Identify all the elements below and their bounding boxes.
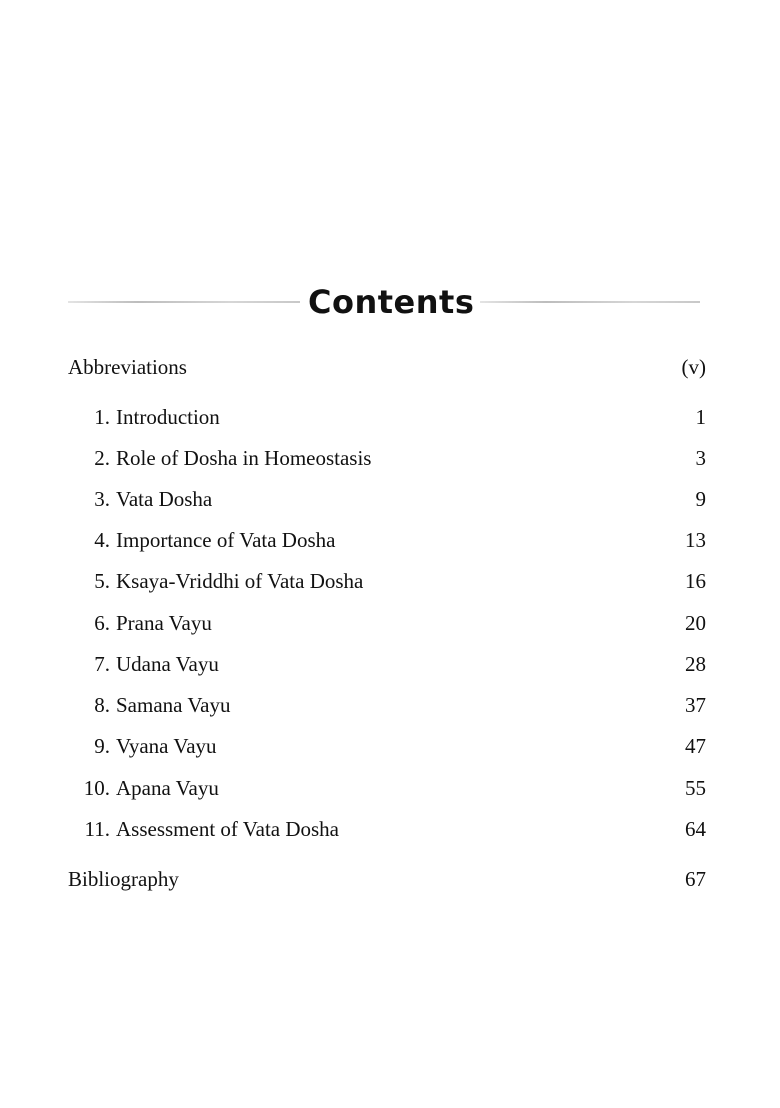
toc-entry-chapter-7[interactable]	[66, 648, 706, 680]
chapter-number: 8.	[94, 693, 110, 717]
toc-entry-label: Bibliography	[68, 867, 179, 891]
chapter-page: 37	[685, 693, 706, 717]
toc-entry-chapter-1[interactable]	[66, 401, 706, 433]
chapter-title: Ksaya-Vriddhi of Vata Dosha	[116, 569, 364, 593]
chapter-page: 55	[685, 776, 706, 800]
chapter-page: 64	[685, 817, 706, 841]
chapter-number: 10.	[83, 776, 110, 800]
toc-entry-page: (v)	[681, 355, 706, 379]
chapter-number: 3.	[94, 487, 110, 511]
toc-entry-chapter-2[interactable]	[66, 442, 706, 474]
chapter-number: 5.	[94, 569, 110, 593]
chapter-title: Vata Dosha	[116, 487, 213, 511]
toc-entry-chapter-10[interactable]	[66, 772, 706, 804]
toc-entry-abbreviations[interactable]	[66, 351, 706, 383]
toc-entry-page: 67	[685, 867, 706, 891]
toc-entry-chapter-9[interactable]	[66, 730, 706, 762]
chapter-number: 2.	[94, 446, 110, 470]
chapter-page: 47	[685, 734, 706, 758]
toc-entry-chapter-4[interactable]	[66, 524, 706, 556]
toc-entry-chapter-6[interactable]	[66, 607, 706, 639]
chapter-page: 16	[685, 569, 706, 593]
chapter-title: Assessment of Vata Dosha	[116, 817, 340, 841]
chapter-title: Samana Vayu	[116, 693, 231, 717]
toc-entry-bibliography[interactable]	[66, 863, 706, 895]
toc-entry-label: Abbreviations	[68, 355, 187, 379]
chapter-number: 11.	[84, 817, 110, 841]
contents-header	[60, 280, 708, 324]
toc-entry-chapter-3[interactable]	[66, 483, 706, 515]
chapter-page: 1	[695, 405, 706, 429]
chapter-title: Apana Vayu	[116, 776, 219, 800]
chapter-number: 6.	[94, 611, 110, 635]
chapter-page: 3	[695, 446, 706, 470]
chapter-page: 13	[685, 528, 706, 552]
chapter-title: Introduction	[116, 405, 220, 429]
chapter-number: 7.	[94, 652, 110, 676]
chapter-title: Udana Vayu	[116, 652, 219, 676]
page-title: Contents	[308, 283, 475, 321]
toc-entry-chapter-8[interactable]	[66, 689, 706, 721]
toc-entry-chapter-5[interactable]	[66, 565, 706, 597]
chapter-page: 9	[695, 487, 706, 511]
toc-entry-chapter-11[interactable]	[66, 813, 706, 845]
chapter-number: 9.	[94, 734, 110, 758]
chapter-title: Vyana Vayu	[116, 734, 217, 758]
right-title-rule	[480, 301, 700, 303]
chapter-number: 4.	[94, 528, 110, 552]
chapter-title: Role of Dosha in Homeostasis	[116, 446, 372, 470]
chapter-page: 20	[685, 611, 706, 635]
chapter-title: Importance of Vata Dosha	[116, 528, 336, 552]
chapter-page: 28	[685, 652, 706, 676]
chapter-title: Prana Vayu	[116, 611, 212, 635]
chapter-number: 1.	[94, 405, 110, 429]
left-title-rule	[68, 301, 300, 303]
